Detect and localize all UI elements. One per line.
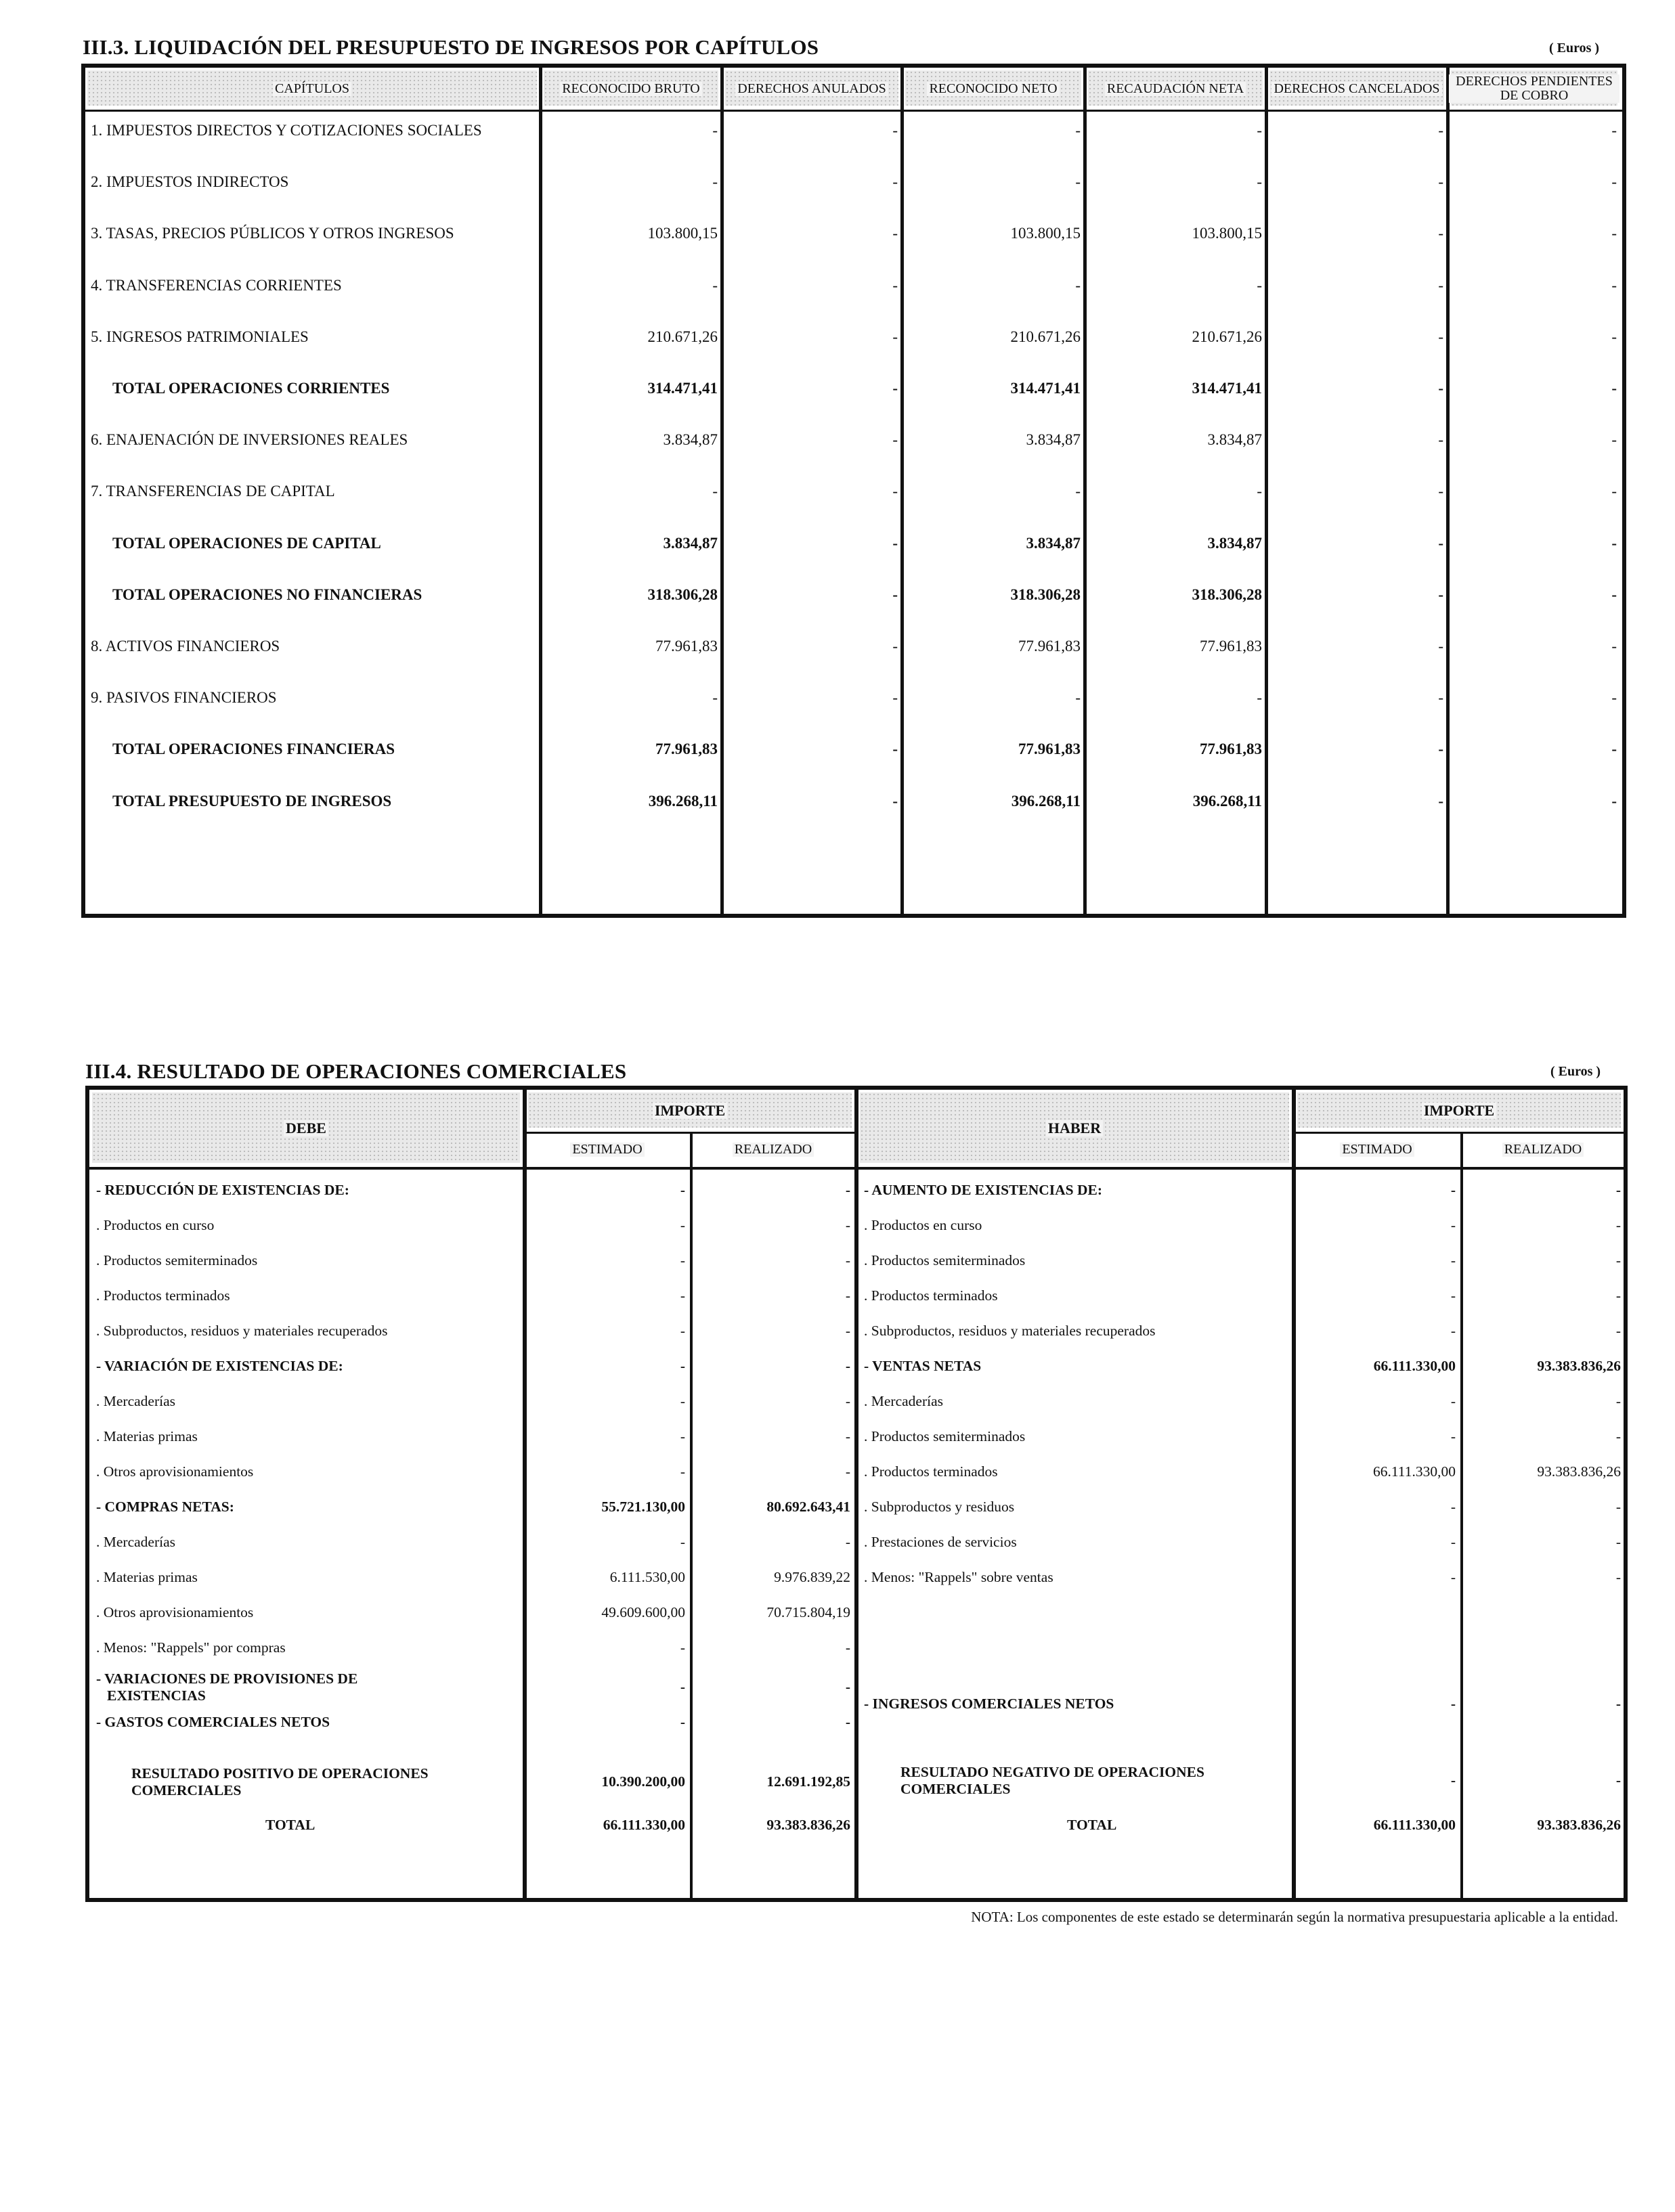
row-value: - [712, 689, 718, 707]
ingresos-table [81, 64, 1626, 918]
row-value: 3.834,87 [663, 431, 718, 449]
row-label: 4. TRANSFERENCIAS CORRIENTES [91, 276, 342, 294]
haber-estimado-value: - [1450, 1696, 1456, 1712]
debe-estimado-value: - [680, 1714, 685, 1730]
section2-title: III.4. RESULTADO DE OPERACIONES COMERCIALES [85, 1059, 627, 1083]
row-value: - [1075, 276, 1081, 294]
haber-row-label [864, 1358, 981, 1375]
row-value: 77.961,83 [1200, 740, 1262, 758]
debe-row-label [96, 1671, 357, 1704]
haber-realizado-value: 93.383.836,26 [1537, 1463, 1621, 1480]
debe-estimado-value: - [680, 1679, 685, 1695]
haber-estimado-value: 66.111.330,00 [1372, 1463, 1456, 1480]
debe-row-label-text: EXISTENCIAS [107, 1687, 206, 1704]
row-value: - [1438, 689, 1443, 707]
haber-row-label [864, 1182, 1102, 1199]
column-header [85, 68, 539, 110]
row-value: 314.471,41 [1010, 380, 1081, 397]
haber-realizado-value: - [1615, 1323, 1621, 1339]
row-value: - [892, 431, 898, 449]
row-value: - [1438, 173, 1443, 191]
row-value: - [1438, 585, 1443, 603]
haber-row-label-text: . Mercaderías [864, 1393, 943, 1409]
debe-row-label-text: . Mercaderías [96, 1534, 175, 1550]
row-value: 3.834,87 [1026, 534, 1081, 552]
row-value: 77.961,83 [655, 638, 718, 655]
row-label: TOTAL PRESUPUESTO DE INGRESOS [112, 792, 392, 810]
row-value: - [1075, 689, 1081, 707]
column-header-label: DEBE [284, 1120, 328, 1136]
row-value: - [1611, 380, 1617, 397]
column-header [1295, 1132, 1460, 1167]
column-header-label: IMPORTE [653, 1103, 727, 1118]
haber-row-label [864, 1323, 1155, 1340]
column-header-label: ESTIMADO [1340, 1143, 1414, 1157]
row-value: - [1611, 431, 1617, 449]
debe-row-label-text: . Otros aprovisionamientos [96, 1604, 254, 1620]
row-value: 3.834,87 [663, 534, 718, 552]
row-label: 2. IMPUESTOS INDIRECTOS [91, 173, 289, 191]
column-header [1462, 1132, 1624, 1167]
haber-resultado-label-text: COMERCIALES [900, 1780, 1011, 1797]
row-value: 103.800,15 [1010, 225, 1081, 242]
haber-estimado-value: - [1450, 1534, 1456, 1550]
row-value: - [1611, 689, 1617, 707]
row-value: 103.800,15 [1192, 225, 1262, 242]
haber-row-label [864, 1287, 998, 1304]
haber-resultado-realizado: - [1615, 1772, 1621, 1788]
debe-realizado-value: 70.715.804,19 [766, 1604, 850, 1620]
debe-total-label: TOTAL [265, 1817, 316, 1833]
debe-row-label-text: . Materias primas [96, 1569, 198, 1585]
row-value: - [1438, 380, 1443, 397]
row-value: - [1257, 276, 1262, 294]
haber-row-label-text: - AUMENTO DE EXISTENCIAS DE: [864, 1182, 1103, 1198]
debe-row-label-text: . Materias primas [96, 1428, 198, 1444]
haber-row-label-text: - VENTAS NETAS [864, 1358, 982, 1374]
row-value: - [1611, 534, 1617, 552]
row-label: 7. TRANSFERENCIAS DE CAPITAL [91, 483, 335, 500]
column-divider [854, 1090, 858, 1898]
row-value: - [1438, 638, 1443, 655]
debe-row-label-text: - VARIACIÓN DE EXISTENCIAS DE: [96, 1358, 343, 1374]
haber-realizado-value: - [1615, 1287, 1621, 1304]
row-value: 396.268,11 [1011, 792, 1081, 810]
debe-row-label [96, 1323, 387, 1340]
debe-estimado-value: - [680, 1463, 685, 1480]
row-value: - [1611, 173, 1617, 191]
column-header [525, 1090, 854, 1132]
row-value: - [1257, 483, 1262, 500]
haber-estimado-value: - [1450, 1252, 1456, 1268]
row-value: - [892, 122, 898, 139]
debe-row-label [96, 1358, 343, 1375]
row-value: 77.961,83 [655, 740, 718, 758]
row-value: - [1611, 122, 1617, 139]
haber-row-label-text: . Productos semiterminados [864, 1428, 1026, 1444]
debe-row-label [96, 1463, 253, 1480]
haber-resultado-estimado: - [1450, 1772, 1456, 1788]
row-value: 103.800,15 [647, 225, 718, 242]
column-header-label: REALIZADO [733, 1143, 814, 1157]
haber-row-label [864, 1463, 998, 1480]
row-value: - [1257, 122, 1262, 139]
debe-row-label [96, 1252, 257, 1269]
debe-row-label [96, 1714, 330, 1731]
operaciones-comerciales-table [85, 1086, 1628, 1902]
debe-resultado-label [131, 1765, 429, 1798]
row-label: TOTAL OPERACIONES DE CAPITAL [112, 534, 381, 552]
haber-total-realizado: 93.383.836,26 [1537, 1817, 1621, 1833]
header-divider [89, 1167, 1624, 1170]
haber-realizado-value: - [1615, 1534, 1621, 1550]
column-header [1086, 68, 1265, 110]
haber-realizado-value: - [1615, 1393, 1621, 1409]
row-value: - [1438, 483, 1443, 500]
row-value: - [1438, 792, 1443, 810]
section1-unit: ( Euros ) [1549, 41, 1600, 56]
row-value: 77.961,83 [1018, 638, 1081, 655]
debe-row-label-text: - REDUCCIÓN DE EXISTENCIAS DE: [96, 1182, 349, 1198]
row-value: - [892, 173, 898, 191]
haber-row-label [864, 1499, 1014, 1516]
column-header-label: RECONOCIDO BRUTO [560, 82, 702, 96]
debe-row-label-text: . Subproductos, residuos y materiales recuperados [96, 1323, 388, 1339]
haber-estimado-value: - [1450, 1217, 1456, 1233]
debe-row-label [96, 1569, 198, 1586]
column-header [903, 68, 1083, 110]
debe-total-estimado: 66.111.330,00 [603, 1817, 685, 1833]
row-value: - [892, 328, 898, 345]
column-header [857, 1090, 1292, 1167]
row-value: 77.961,83 [1018, 740, 1081, 758]
debe-row-label-text: - VARIACIONES DE PROVISIONES DE [96, 1671, 358, 1687]
row-value: - [1075, 173, 1081, 191]
debe-estimado-value: - [680, 1217, 685, 1233]
debe-realizado-value: - [845, 1252, 850, 1268]
debe-row-label [96, 1604, 253, 1621]
section2-unit: ( Euros ) [1550, 1064, 1601, 1079]
haber-row-label-text: . Productos semiterminados [864, 1252, 1026, 1268]
debe-realizado-value: - [845, 1217, 850, 1233]
debe-row-label-text: - GASTOS COMERCIALES NETOS [96, 1714, 330, 1730]
haber-estimado-value: 66.111.330,00 [1373, 1358, 1456, 1374]
debe-estimado-value: - [680, 1639, 685, 1656]
haber-row-label-text: . Productos terminados [864, 1287, 998, 1304]
column-header-label: IMPORTE [1422, 1103, 1496, 1118]
column-header [692, 1132, 854, 1167]
haber-realizado-value: - [1615, 1182, 1621, 1198]
haber-row-label-text: - INGRESOS COMERCIALES NETOS [864, 1696, 1114, 1712]
debe-realizado-value: - [845, 1463, 850, 1480]
haber-row-label [864, 1569, 1053, 1586]
row-value: - [712, 276, 718, 294]
row-value: 318.306,28 [1010, 585, 1081, 603]
debe-row-label [96, 1499, 234, 1516]
haber-realizado-value: 93.383.836,26 [1537, 1358, 1621, 1374]
column-header [542, 68, 720, 110]
debe-estimado-value: 55.721.130,00 [601, 1499, 685, 1515]
row-label: 9. PASIVOS FINANCIEROS [91, 689, 277, 707]
debe-row-label-text: . Productos terminados [96, 1287, 230, 1304]
haber-realizado-value: - [1615, 1696, 1621, 1712]
debe-row-label-text: . Otros aprovisionamientos [96, 1463, 254, 1480]
debe-resultado-label-text: COMERCIALES [131, 1782, 242, 1798]
debe-row-label [96, 1534, 175, 1551]
debe-row-label [96, 1287, 230, 1304]
row-value: - [1611, 225, 1617, 242]
debe-realizado-value: - [845, 1393, 850, 1409]
row-value: 3.834,87 [1207, 534, 1262, 552]
debe-realizado-value: 80.692.643,41 [766, 1499, 850, 1515]
row-value: - [1075, 122, 1081, 139]
row-value: - [1075, 483, 1081, 500]
row-value: - [712, 122, 718, 139]
debe-row-label [96, 1393, 175, 1410]
debe-resultado-realizado: 12.691.192,85 [766, 1773, 850, 1790]
row-value: - [892, 585, 898, 603]
row-value: 396.268,11 [648, 792, 718, 810]
debe-row-label [96, 1182, 349, 1199]
row-label: TOTAL OPERACIONES FINANCIERAS [112, 740, 395, 758]
row-value: - [1438, 122, 1443, 139]
haber-total-estimado: 66.111.330,00 [1373, 1817, 1456, 1833]
row-value: - [1611, 585, 1617, 603]
row-label: 6. ENAJENACIÓN DE INVERSIONES REALES [91, 431, 408, 449]
row-value: - [1438, 276, 1443, 294]
debe-realizado-value: - [845, 1428, 850, 1444]
debe-estimado-value: - [680, 1393, 685, 1409]
debe-realizado-value: - [845, 1714, 850, 1730]
debe-row-label-text: . Menos: "Rappels" por compras [96, 1639, 286, 1656]
row-value: - [1438, 328, 1443, 345]
column-header-label: RECONOCIDO NETO [927, 82, 1059, 96]
row-label: 8. ACTIVOS FINANCIEROS [91, 638, 280, 655]
debe-resultado-estimado: 10.390.200,00 [601, 1773, 685, 1790]
row-value: - [712, 483, 718, 500]
debe-resultado-label-text: RESULTADO POSITIVO DE OPERACIONES [131, 1765, 429, 1782]
row-value: 314.471,41 [1192, 380, 1262, 397]
row-value: 318.306,28 [647, 585, 718, 603]
row-label: TOTAL OPERACIONES CORRIENTES [112, 380, 390, 397]
haber-row-label-text: . Productos en curso [864, 1217, 982, 1233]
row-value: 77.961,83 [1200, 638, 1262, 655]
debe-row-label-text: . Productos en curso [96, 1217, 215, 1233]
debe-estimado-value: 6.111.530,00 [609, 1569, 685, 1585]
row-value: - [892, 689, 898, 707]
footer-note: NOTA: Los componentes de este estado se determinarán según la normativa presupuestaria aplicable a la entidad. [971, 1909, 1618, 1925]
column-header [89, 1090, 523, 1167]
row-value: - [892, 276, 898, 294]
row-label: 3. TASAS, PRECIOS PÚBLICOS Y OTROS INGRESOS [91, 225, 454, 242]
row-value: - [1438, 740, 1443, 758]
row-value: - [712, 173, 718, 191]
debe-total-realizado: 93.383.836,26 [766, 1817, 850, 1833]
row-value: 210.671,26 [647, 328, 718, 345]
column-header-label: CAPÍTULOS [273, 82, 351, 96]
debe-estimado-value: 49.609.600,00 [601, 1604, 685, 1620]
haber-estimado-value: - [1450, 1393, 1456, 1409]
haber-row-label-text: . Productos terminados [864, 1463, 998, 1480]
row-value: - [1438, 431, 1443, 449]
column-header [1295, 1090, 1624, 1132]
row-value: - [1611, 792, 1617, 810]
debe-estimado-value: - [680, 1428, 685, 1444]
column-header-label: DERECHOS PENDIENTES DE COBRO [1449, 74, 1619, 103]
debe-realizado-value: - [845, 1287, 850, 1304]
haber-row-label [864, 1252, 1025, 1269]
column-header-label: ESTIMADO [570, 1143, 644, 1157]
row-value: 318.306,28 [1192, 585, 1262, 603]
debe-realizado-value: - [845, 1534, 850, 1550]
column-header [1267, 68, 1446, 110]
haber-estimado-value: - [1450, 1287, 1456, 1304]
haber-estimado-value: - [1450, 1428, 1456, 1444]
section1-title: III.3. LIQUIDACIÓN DEL PRESUPUESTO DE INGRESOS POR CAPÍTULOS [83, 35, 819, 59]
row-value: - [1438, 534, 1443, 552]
debe-estimado-value: - [680, 1252, 685, 1268]
debe-realizado-value: - [845, 1182, 850, 1198]
haber-realizado-value: - [1615, 1569, 1621, 1585]
haber-estimado-value: - [1450, 1569, 1456, 1585]
haber-estimado-value: - [1450, 1499, 1456, 1515]
row-value: 3.834,87 [1026, 431, 1081, 449]
haber-realizado-value: - [1615, 1252, 1621, 1268]
column-header-label: DERECHOS CANCELADOS [1271, 82, 1441, 96]
column-header-label: RECAUDACIÓN NETA [1105, 82, 1246, 96]
row-value: - [892, 792, 898, 810]
row-value: - [1257, 689, 1262, 707]
debe-realizado-value: 9.976.839,22 [774, 1569, 850, 1585]
column-header [525, 1132, 689, 1167]
row-value: 210.671,26 [1010, 328, 1081, 345]
row-value: 314.471,41 [647, 380, 718, 397]
column-header [1449, 68, 1619, 110]
haber-row-label [864, 1696, 1114, 1712]
haber-row-label-text: . Subproductos y residuos [864, 1499, 1015, 1515]
debe-estimado-value: - [680, 1323, 685, 1339]
debe-row-label [96, 1639, 286, 1656]
row-value: - [1611, 740, 1617, 758]
row-value: - [1611, 276, 1617, 294]
row-label: 1. IMPUESTOS DIRECTOS Y COTIZACIONES SOCIALES [91, 122, 482, 139]
haber-row-label [864, 1534, 1017, 1551]
haber-row-label [864, 1428, 1025, 1445]
debe-realizado-value: - [845, 1358, 850, 1374]
debe-row-label [96, 1217, 214, 1234]
debe-realizado-value: - [845, 1639, 850, 1656]
haber-estimado-value: - [1450, 1323, 1456, 1339]
haber-row-label [864, 1217, 982, 1234]
debe-realizado-value: - [845, 1323, 850, 1339]
row-label: TOTAL OPERACIONES NO FINANCIERAS [112, 585, 422, 603]
debe-row-label-text: . Productos semiterminados [96, 1252, 258, 1268]
row-value: - [892, 225, 898, 242]
haber-resultado-label [900, 1764, 1204, 1797]
debe-row-label-text: . Mercaderías [96, 1393, 175, 1409]
debe-estimado-value: - [680, 1358, 685, 1374]
column-header-label: REALIZADO [1502, 1143, 1584, 1157]
haber-realizado-value: - [1615, 1428, 1621, 1444]
row-value: - [892, 534, 898, 552]
haber-total-label: TOTAL [1067, 1817, 1117, 1833]
row-value: 210.671,26 [1192, 328, 1262, 345]
column-header-label: HABER [1046, 1120, 1103, 1136]
row-value: - [1257, 173, 1262, 191]
debe-realizado-value: - [845, 1679, 850, 1695]
haber-realizado-value: - [1615, 1217, 1621, 1233]
row-value: - [1611, 328, 1617, 345]
row-value: - [1438, 225, 1443, 242]
haber-realizado-value: - [1615, 1499, 1621, 1515]
debe-row-label [96, 1428, 198, 1445]
haber-resultado-label-text: RESULTADO NEGATIVO DE OPERACIONES [900, 1764, 1204, 1780]
debe-estimado-value: - [680, 1534, 685, 1550]
row-value: - [1611, 638, 1617, 655]
haber-row-label [864, 1393, 943, 1410]
row-value: - [1611, 483, 1617, 500]
debe-row-label-text: - COMPRAS NETAS: [96, 1499, 234, 1515]
haber-row-label-text: . Subproductos, residuos y materiales recuperados [864, 1323, 1156, 1339]
haber-estimado-value: - [1450, 1182, 1456, 1198]
row-label: 5. INGRESOS PATRIMONIALES [91, 328, 309, 345]
row-value: 396.268,11 [1192, 792, 1262, 810]
debe-estimado-value: - [680, 1287, 685, 1304]
haber-row-label-text: . Menos: "Rappels" sobre ventas [864, 1569, 1053, 1585]
row-value: - [892, 483, 898, 500]
column-header [723, 68, 900, 110]
column-header-label: DERECHOS ANULADOS [735, 82, 888, 96]
row-value: 3.834,87 [1207, 431, 1262, 449]
header-divider [85, 110, 1622, 112]
row-value: - [892, 638, 898, 655]
haber-row-label-text: . Prestaciones de servicios [864, 1534, 1017, 1550]
row-value: - [892, 740, 898, 758]
debe-estimado-value: - [680, 1182, 685, 1198]
row-value: - [892, 380, 898, 397]
